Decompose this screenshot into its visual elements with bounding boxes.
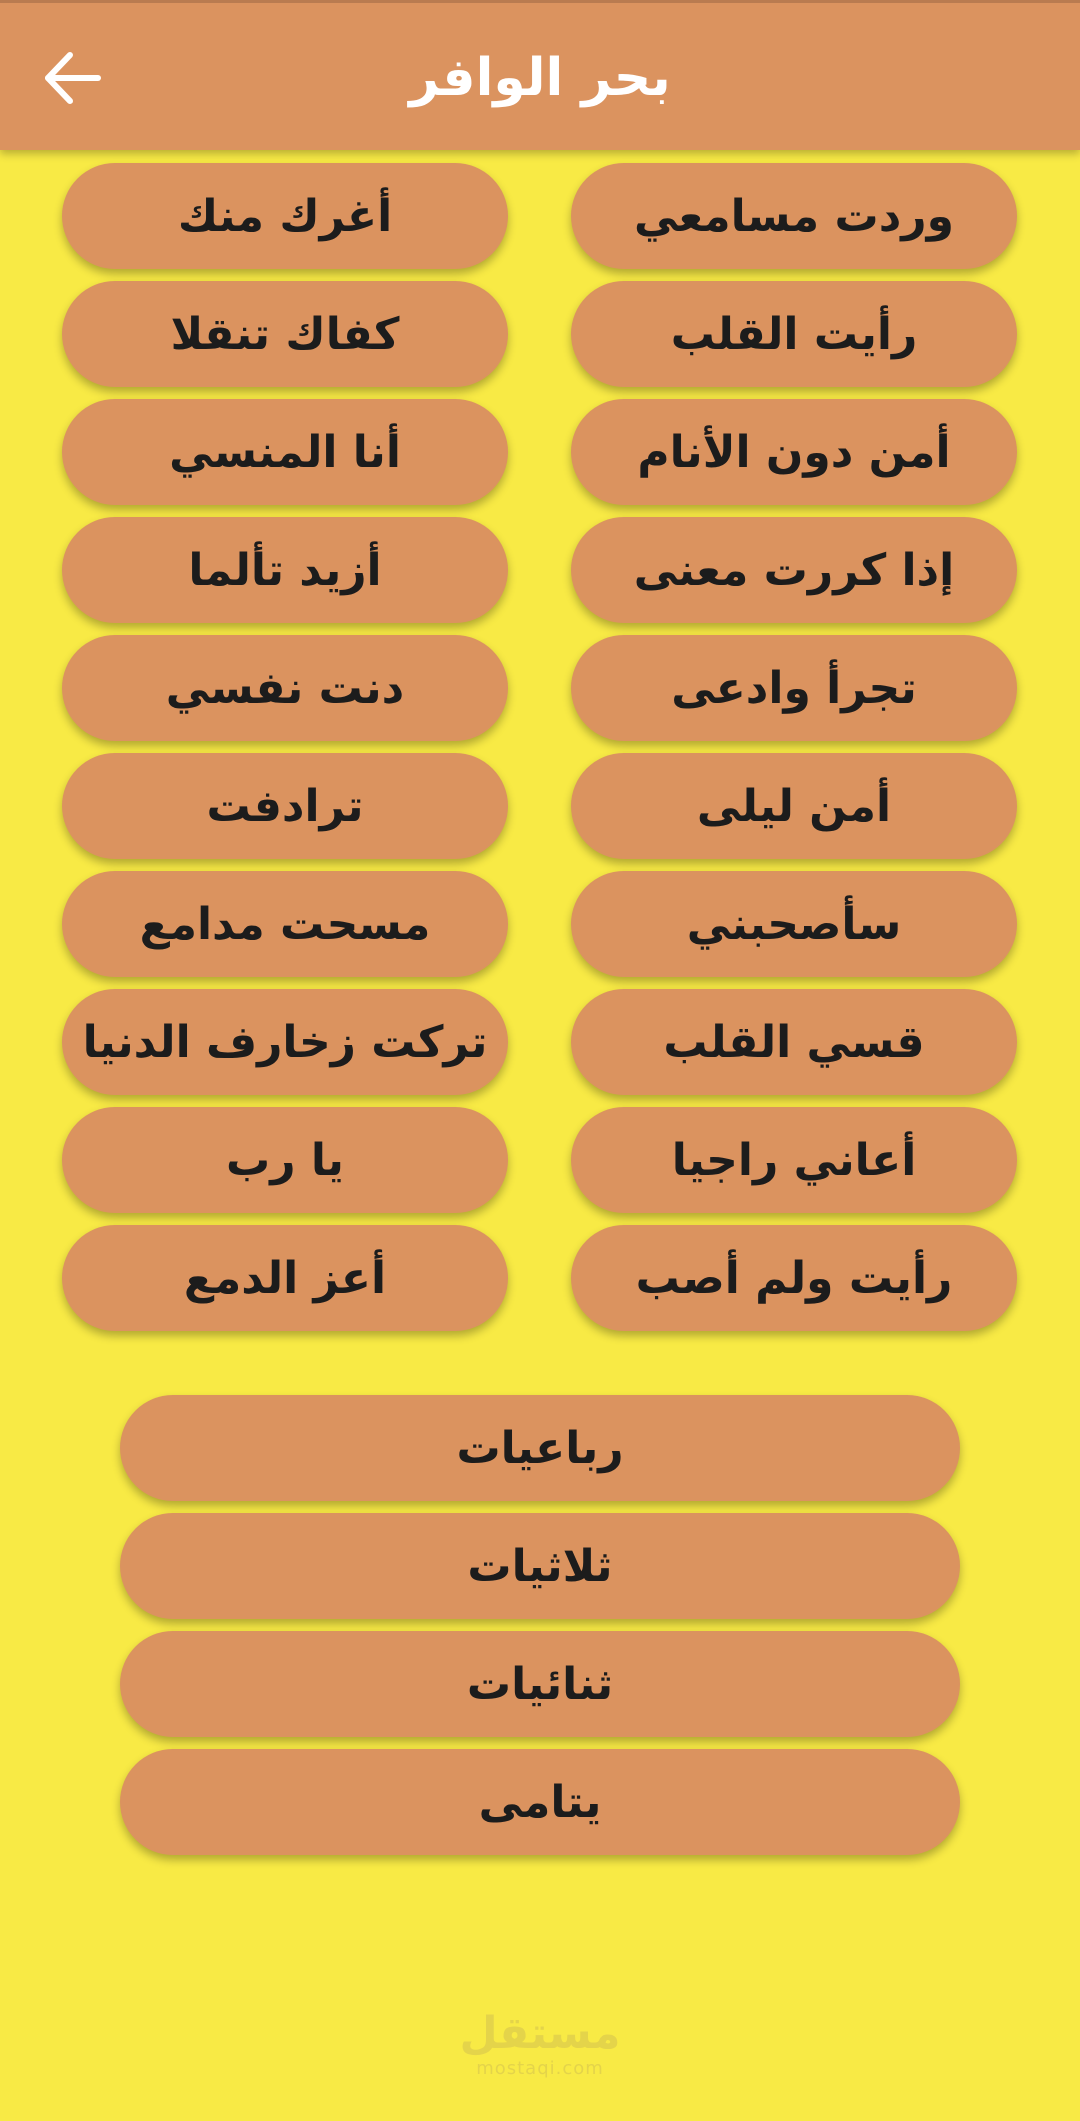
- poem-button[interactable]: رأيت القلب: [571, 281, 1017, 387]
- poem-button[interactable]: أمن دون الأنام: [571, 399, 1017, 505]
- poem-button[interactable]: إذا كررت معنى: [571, 517, 1017, 623]
- page-title: بحر الوافر: [409, 48, 671, 108]
- category-button-couplets[interactable]: ثنائيات: [120, 1631, 960, 1737]
- watermark-url: mostaqi.com: [476, 2058, 604, 2079]
- poem-button[interactable]: أزيد تألما: [62, 517, 508, 623]
- poem-button[interactable]: أعز الدمع: [62, 1225, 508, 1331]
- poem-button[interactable]: سأصحبني: [571, 871, 1017, 977]
- poem-button[interactable]: أعاني راجيا: [571, 1107, 1017, 1213]
- poem-button[interactable]: أنا المنسي: [62, 399, 508, 505]
- poem-button[interactable]: دنت نفسي: [62, 635, 508, 741]
- poem-button[interactable]: أمن ليلى: [571, 753, 1017, 859]
- category-button-single-verses[interactable]: يتامى: [120, 1749, 960, 1855]
- poem-button[interactable]: وردت مسامعي: [571, 163, 1017, 269]
- poem-button[interactable]: ترادفت: [62, 753, 508, 859]
- category-button-quatrains[interactable]: رباعيات: [120, 1395, 960, 1501]
- poem-button[interactable]: رأيت ولم أصب: [571, 1225, 1017, 1331]
- watermark-logo-text: مستقل: [459, 2008, 621, 2059]
- poem-button[interactable]: كفاك تنقلا: [62, 281, 508, 387]
- poem-button[interactable]: تجرأ وادعى: [571, 635, 1017, 741]
- poem-button[interactable]: أغرك منك: [62, 163, 508, 269]
- poem-button[interactable]: مسحت مدامع: [62, 871, 508, 977]
- poem-button[interactable]: تركت زخارف الدنيا: [62, 989, 508, 1095]
- app-bar: [0, 0, 1080, 150]
- category-button-tercets[interactable]: ثلاثيات: [120, 1513, 960, 1619]
- poem-button[interactable]: قسي القلب: [571, 989, 1017, 1095]
- watermark: [0, 2010, 1080, 2080]
- poem-button[interactable]: يا رب: [62, 1107, 508, 1213]
